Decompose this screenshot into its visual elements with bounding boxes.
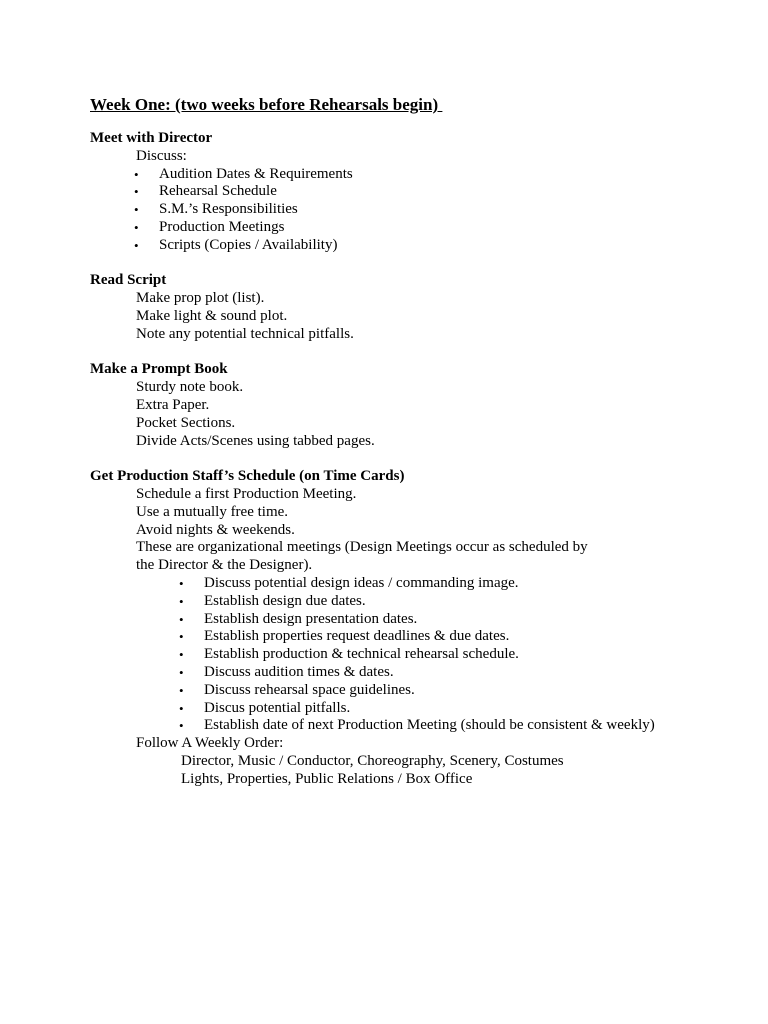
text-line: Extra Paper. [136,396,210,413]
list-item: • Discuss audition times & dates. [179,663,394,680]
text-line: Schedule a first Production Meeting. [136,485,357,502]
text-line: Pocket Sections. [136,414,236,431]
list-item: • Discuss potential design ideas / commanding image. [179,574,519,591]
list-item: • Establish properties request deadlines & due dates. [179,628,510,645]
paragraph-spacer [90,344,710,362]
paragraph-spacer [90,255,710,273]
list-item: • Production Meetings [134,218,285,235]
text-line: Note any potential technical pitfalls. [136,325,354,342]
text-line: Avoid nights & weekends. [136,521,295,538]
list-item: • Discuss rehearsal space guidelines. [179,681,415,698]
bullet-icon: • [179,611,184,627]
list-item: • S.M.’s Responsibilities [134,201,298,218]
text-line: Make light & sound plot. [136,307,288,324]
bullet-icon: • [179,664,184,680]
text-line: These are organizational meetings (Design Meetings occur as scheduled by [136,539,588,556]
bullet-icon: • [179,629,184,645]
bullet-icon: • [179,647,184,663]
list-item: • Audition Dates & Requirements [134,165,353,182]
discuss-label: Discuss: [136,147,187,164]
weekly-order-line: Director, Music / Conductor, Choreography, Scenery, Costumes [181,752,564,769]
page-title: Week One: (two weeks before Rehearsals begin) [90,95,443,114]
bullet-icon: • [134,237,139,253]
bullet-icon: • [134,219,139,235]
list-item: • Establish date of next Production Meeting (should be consistent & weekly) [179,717,655,734]
section-heading-meet-with-director: Meet with Director [90,130,213,146]
bullet-icon: • [134,202,139,218]
list-item: • Discus potential pitfalls. [179,699,351,716]
list-item: • Scripts (Copies / Availability) [134,236,338,253]
bullet-icon: • [179,593,184,609]
weekly-order-line: Lights, Properties, Public Relations / Box Office [181,770,473,787]
bullet-icon: • [179,575,184,591]
section-heading-prompt-book: Make a Prompt Book [90,361,228,378]
section-heading-read-script: Read Script [90,272,167,289]
list-item: • Establish design due dates. [179,592,366,609]
bullet-icon: • [179,718,184,734]
text-line: Divide Acts/Scenes using tabbed pages. [136,432,375,449]
bullet-icon: • [134,184,139,200]
list-item: • Rehearsal Schedule [134,183,277,200]
text-line: the Director & the Designer). [136,557,313,574]
text-line: Sturdy note book. [136,379,244,396]
bullet-icon: • [179,700,184,716]
document-page [90,94,710,788]
section-heading-production-staff-schedule: Get Production Staff’s Schedule (on Time Cards) [90,468,405,485]
text-line: Make prop plot (list). [136,290,265,307]
text-line: Use a mutually free time. [136,503,289,520]
bullet-icon: • [134,166,139,182]
bullet-icon: • [179,682,184,698]
paragraph-spacer [90,450,710,468]
list-item: • Establish design presentation dates. [179,610,418,627]
list-item: • Establish production & technical rehearsal schedule. [179,646,519,663]
weekly-order-label: Follow A Weekly Order: [136,735,284,752]
